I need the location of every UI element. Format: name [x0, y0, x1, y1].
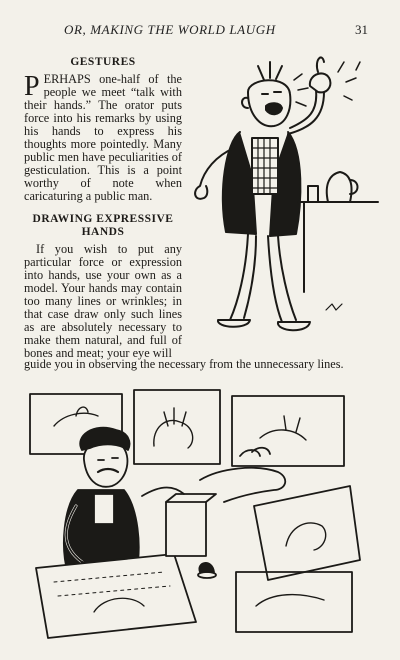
- gesturing-orator-cartoon-icon: [178, 52, 388, 357]
- paragraph-gestures-text: ERHAPS one-half of the people we meet “talk with their hands.” The orator puts force into his remarks by using his hands to express his thoughts more pointedly. Many public men have peculiarities of gesticulation. This is a point worthy of note when caricaturing a public man.: [24, 72, 182, 203]
- page-number: 31: [355, 22, 368, 37]
- text-column: [24, 56, 182, 360]
- heading-gestures: GESTURES: [70, 56, 136, 68]
- paragraph-drawing-hands: If you wish to put any particular force or expression into hands, use your own as a model. Your hands may contain too many lines or wrinkles; in that case draw only such lines as are absolutely necessary to make them natural, and full of bones and meat; your eye will: [24, 242, 182, 360]
- paragraph-drawing-hands-tail: guide you in observing the necessary from the unnecessary lines.: [24, 357, 344, 371]
- drop-cap: P: [24, 71, 40, 102]
- running-head: OR, MAKING THE WORLD LAUGH: [64, 22, 276, 37]
- heading-drawing-hands: DRAWING EXPRESSIVE HANDS: [32, 213, 174, 238]
- page-header: [0, 22, 400, 42]
- artist-drawing-hands-cartoon-icon: [24, 386, 366, 644]
- paragraph-gestures: [24, 73, 182, 203]
- gesturing-orator-illustration: [178, 52, 388, 357]
- artist-drawing-hands-illustration: [24, 386, 366, 644]
